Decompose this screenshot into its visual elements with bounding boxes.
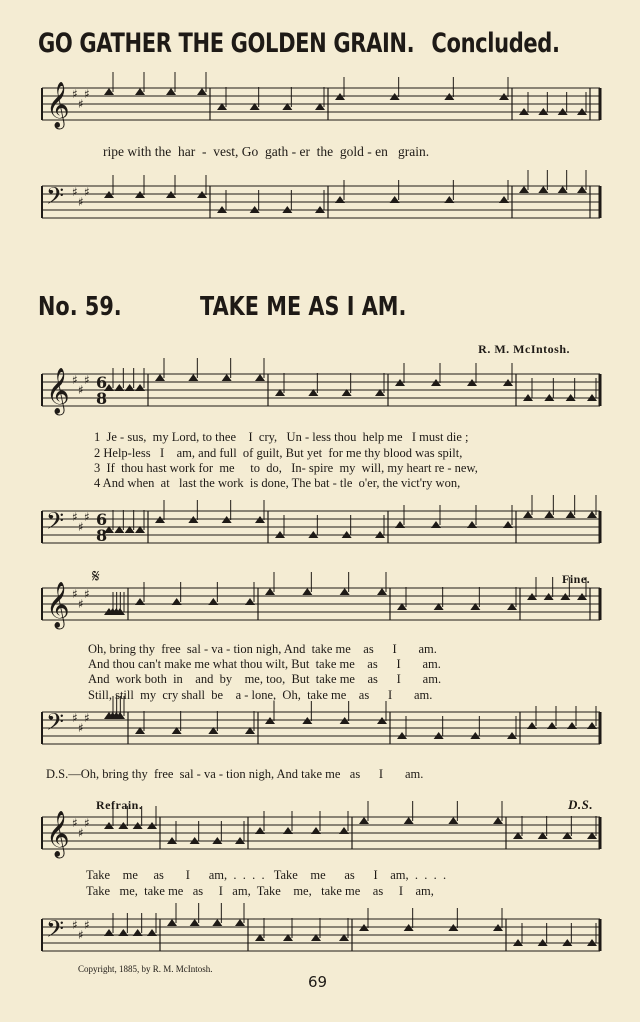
note-heads	[92, 72, 597, 946]
verse-3-line-1: 3 If thou hast work for me to do, In- spire my will, my heart re - new,	[94, 461, 478, 475]
verse-4-line-2: Still, still my cry shall be a - lone, Oh, take me as I am.	[88, 688, 433, 702]
sharp-icon: ♯	[84, 711, 90, 725]
sharp-icon: ♯	[72, 373, 78, 387]
sharp-icon: ♯	[78, 195, 84, 209]
sharp-icon: ♯	[72, 510, 78, 524]
top-hymn-title-text: GO GATHER THE GOLDEN GRAIN.	[38, 28, 415, 59]
staff-3	[42, 368, 600, 416]
verse-3-line-2: And work both in and by me, too, But take me as I am.	[88, 672, 442, 686]
time-signature-digit: 6	[96, 510, 108, 529]
treble-clef-icon: 𝄞	[46, 582, 70, 628]
sharp-icon: ♯	[84, 587, 90, 601]
sharp-icon: ♯	[72, 87, 78, 101]
bass-clef-icon: 𝄢	[46, 915, 65, 948]
verse-1-line-2: Oh, bring thy free sal - va - tion nigh, And take me as I am.	[88, 642, 437, 656]
treble-clef-icon: 𝄞	[46, 811, 70, 857]
refrain-line-2: Take me, take me as I am, Take me, take me as I am,	[86, 884, 434, 898]
sharp-icon: ♯	[72, 587, 78, 601]
copyright-notice: Copyright, 1885, by R. M. McIntosh.	[78, 964, 213, 974]
sharp-icon: ♯	[78, 520, 84, 534]
verse-4-line-1: 4 And when at last the work is done, The bat - tle o'er, the vict'ry won,	[94, 476, 461, 490]
sharp-icon: ♯	[84, 373, 90, 387]
top-hymn-lyric: ripe with the har - vest, Go gath - er the gold - en grain.	[103, 144, 430, 159]
hymn-title: TAKE ME AS I AM.	[200, 292, 407, 322]
hymn-number: No. 59.	[38, 292, 122, 322]
sharp-icon: ♯	[78, 928, 84, 942]
sharp-icon: ♯	[78, 597, 84, 611]
verse-2-line-1: 2 Help-less I am, and full of guilt, But yet for me thy blood was spilt,	[94, 446, 463, 460]
sharp-icon: ♯	[78, 383, 84, 397]
hymn-author: R. M. McIntosh.	[478, 342, 570, 356]
time-signature-digit: 8	[96, 389, 108, 408]
sharp-icon: ♯	[78, 97, 84, 111]
time-signature-digit: 6	[96, 373, 108, 392]
time-signature-digit: 8	[96, 526, 108, 545]
sharp-icon: ♯	[84, 87, 90, 101]
verse-2-line-2: And thou can't make me what thou wilt, But take me as I am.	[88, 657, 441, 671]
note-head	[118, 929, 128, 936]
top-hymn-suffix: Concluded.	[431, 28, 560, 59]
fine-mark: Fine.	[562, 572, 591, 586]
verse-1-line-1: 1 Je - sus, my Lord, to thee I cry, Un - less thou help me I must die ;	[94, 430, 469, 444]
ds-mark: D.S.	[568, 797, 594, 812]
ds-lyric-line: D.S.—Oh, bring thy free sal - va - tion nigh, And take me as I am.	[46, 767, 424, 781]
sharp-icon: ♯	[84, 816, 90, 830]
sharp-icon: ♯	[78, 826, 84, 840]
sharp-icon: ♯	[72, 816, 78, 830]
sharp-icon: ♯	[72, 918, 78, 932]
bass-clef-icon: 𝄢	[46, 708, 65, 741]
sharp-icon: ♯	[72, 185, 78, 199]
bass-clef-icon: 𝄢	[46, 507, 65, 540]
staff-4	[42, 507, 600, 543]
segno-icon: 𝄋	[92, 566, 100, 587]
treble-clef-icon: 𝄞	[46, 368, 70, 414]
page-number: 69	[308, 973, 328, 991]
sharp-icon: ♯	[78, 721, 84, 735]
refrain-line-1: Take me as I am, . . . . Take me as I am, . . . .	[86, 868, 447, 882]
refrain-label: Refrain.	[96, 798, 143, 812]
sharp-icon: ♯	[84, 185, 90, 199]
sharp-icon: ♯	[84, 510, 90, 524]
sharp-icon: ♯	[84, 918, 90, 932]
bass-clef-icon: 𝄢	[46, 182, 65, 215]
sharp-icon: ♯	[72, 711, 78, 725]
treble-clef-icon: 𝄞	[46, 82, 70, 128]
